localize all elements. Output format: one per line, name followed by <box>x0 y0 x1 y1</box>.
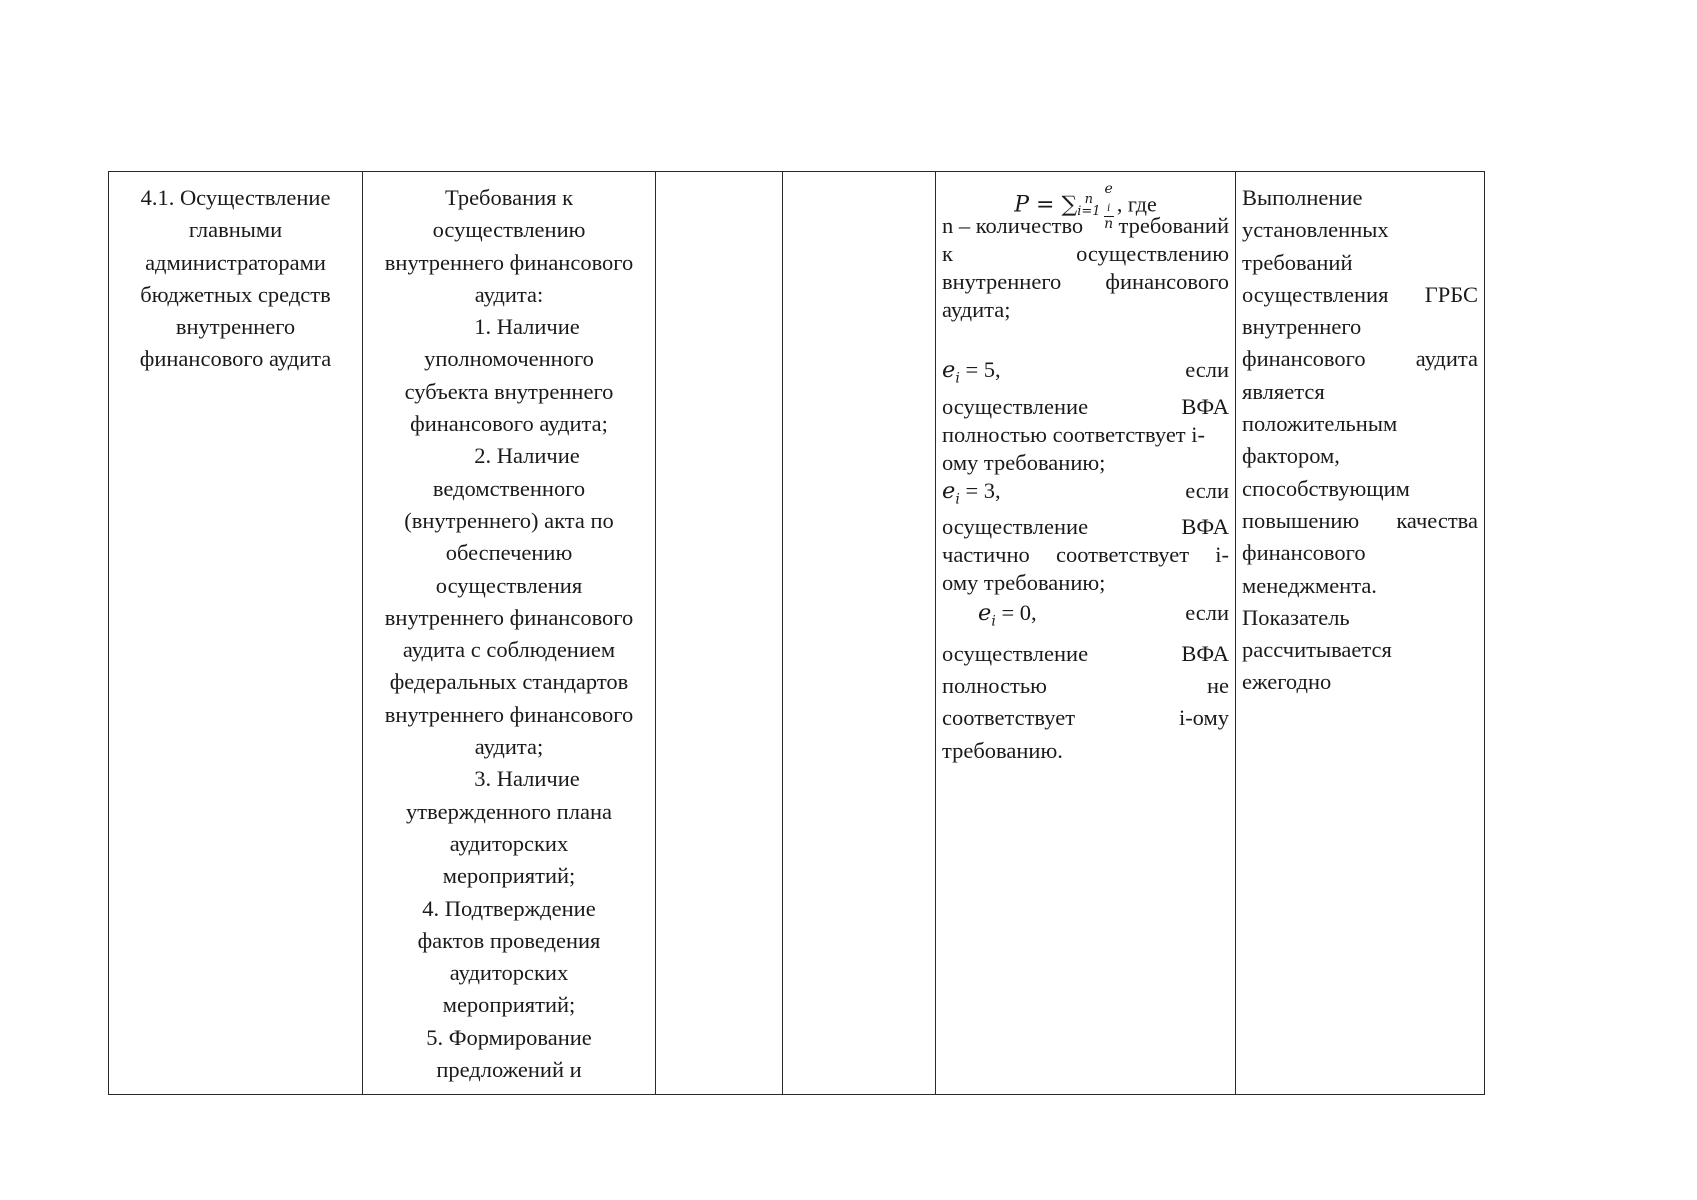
e3-line: частично соответствует i- <box>942 542 1229 567</box>
requirements-line: аудита; <box>474 734 544 760</box>
indicator-name-line: администраторами <box>145 249 326 275</box>
formula-lhs: P = ∑ <box>1014 192 1078 218</box>
indicator-name-line: внутреннего <box>175 314 296 340</box>
requirements-line: 3. Наличие <box>474 766 580 792</box>
comment-line: финансового <box>1242 540 1366 566</box>
requirements-line: 2. Наличие <box>474 443 580 469</box>
requirements-line: 1. Наличие <box>474 314 580 340</box>
comment-line: внутреннего <box>1242 314 1362 340</box>
requirements-line: обеспечению <box>445 540 573 566</box>
e5-line: $e_i = 5$, если <box>942 357 1229 387</box>
comment-line: осуществления ГРБС <box>1242 281 1478 307</box>
requirements-line: утвержденного плана <box>406 798 612 824</box>
formula-sum-upper: n <box>1084 192 1094 208</box>
comment-line: Показатель <box>1242 604 1350 630</box>
comment-line: менеджмента. <box>1242 572 1377 598</box>
indicator-name-line: главными <box>188 217 283 243</box>
requirements-line: предложений и <box>436 1057 582 1083</box>
n-def-line: n – количество требований <box>942 213 1229 238</box>
e5-line: осуществление ВФА <box>942 393 1229 419</box>
requirements-line: аудиторских <box>449 960 569 986</box>
requirements-line: внутреннего финансового <box>384 249 634 275</box>
formula-frac-num-sub: i <box>1107 202 1111 214</box>
e0-line: соответствует i-ому <box>942 705 1229 731</box>
requirements-line: аудиторских <box>449 830 569 856</box>
e0-line: требованию. <box>942 737 1063 763</box>
e5-line: полностью соответствует i- <box>942 421 1206 447</box>
table-row <box>109 172 1485 1095</box>
e0-line: полностью не <box>942 673 1229 699</box>
comment-line: ежегодно <box>1242 669 1332 695</box>
requirements-line: 4. Подтверждение <box>422 895 596 921</box>
requirements-line: фактов проведения <box>417 927 601 953</box>
requirements-line: осуществления <box>435 572 583 598</box>
comment-line: требований <box>1242 249 1353 275</box>
indicator-table <box>108 171 1485 1095</box>
e0-line: $e_i = 0$, если <box>978 600 1229 630</box>
comment-line: положительным <box>1242 411 1398 437</box>
requirements-line: 5. Формирование <box>426 1024 592 1050</box>
requirements-line: Требования к <box>444 185 574 210</box>
formula-suffix: , где <box>1116 191 1157 217</box>
comment-line: рассчитывается <box>1242 637 1392 663</box>
comment-line: установленных <box>1242 217 1389 243</box>
requirements-line: ведомственного <box>432 475 586 501</box>
requirements-line: мероприятий; <box>442 863 576 889</box>
requirements-cell <box>363 172 656 1095</box>
indicator-name-line: бюджетных средств <box>140 281 331 307</box>
requirements-line: аудита: <box>474 281 544 307</box>
e0-line: осуществление ВФА <box>942 640 1229 666</box>
e3-line: осуществление ВФА <box>942 514 1229 539</box>
requirements-line: осуществлению <box>432 217 586 243</box>
formula-frac-num: e <box>1104 181 1113 197</box>
comment-cell <box>1236 172 1485 1095</box>
formula-cell <box>936 172 1236 1095</box>
formula-frac-den: n <box>1104 215 1114 232</box>
n-def-line: аудита; <box>942 297 1011 322</box>
indicator-name-cell <box>109 172 363 1095</box>
comment-line: способствующим <box>1242 475 1410 501</box>
indicator-name-line: 4.1. Осуществление <box>140 185 331 210</box>
n-def-line: к осуществлению <box>942 241 1229 266</box>
requirements-line: финансового аудита; <box>410 411 608 437</box>
e5-line: ому требованию; <box>942 449 1106 475</box>
comment-line: финансового аудита <box>1242 346 1478 372</box>
empty-cell-4 <box>783 172 936 1095</box>
requirements-line: (внутреннего) акта по <box>404 507 614 533</box>
n-def-line: внутреннего финансового <box>942 269 1229 294</box>
formula-fraction <box>1104 182 1114 231</box>
comment-line: фактором, <box>1242 443 1340 469</box>
requirements-line: мероприятий; <box>442 992 576 1018</box>
formula-sum-lower: i=1 <box>1077 204 1101 220</box>
comment-line: является <box>1242 378 1325 404</box>
requirements-line: аудита с соблюдением <box>402 637 616 663</box>
requirements-line: субъекта внутреннего <box>404 378 614 404</box>
empty-cell-3 <box>656 172 783 1095</box>
e3-line: ому требованию; <box>942 570 1106 595</box>
requirements-line: внутреннего финансового <box>384 604 634 630</box>
requirements-line: уполномоченного <box>424 346 594 372</box>
requirements-line: федеральных стандартов <box>389 669 629 695</box>
e3-line: $e_i = 3$, если <box>942 477 1229 507</box>
requirements-line: внутреннего финансового <box>384 701 634 727</box>
indicator-name-line: финансового аудита <box>139 346 332 372</box>
comment-line: повышению качества <box>1242 507 1478 533</box>
comment-line: Выполнение <box>1242 185 1363 210</box>
